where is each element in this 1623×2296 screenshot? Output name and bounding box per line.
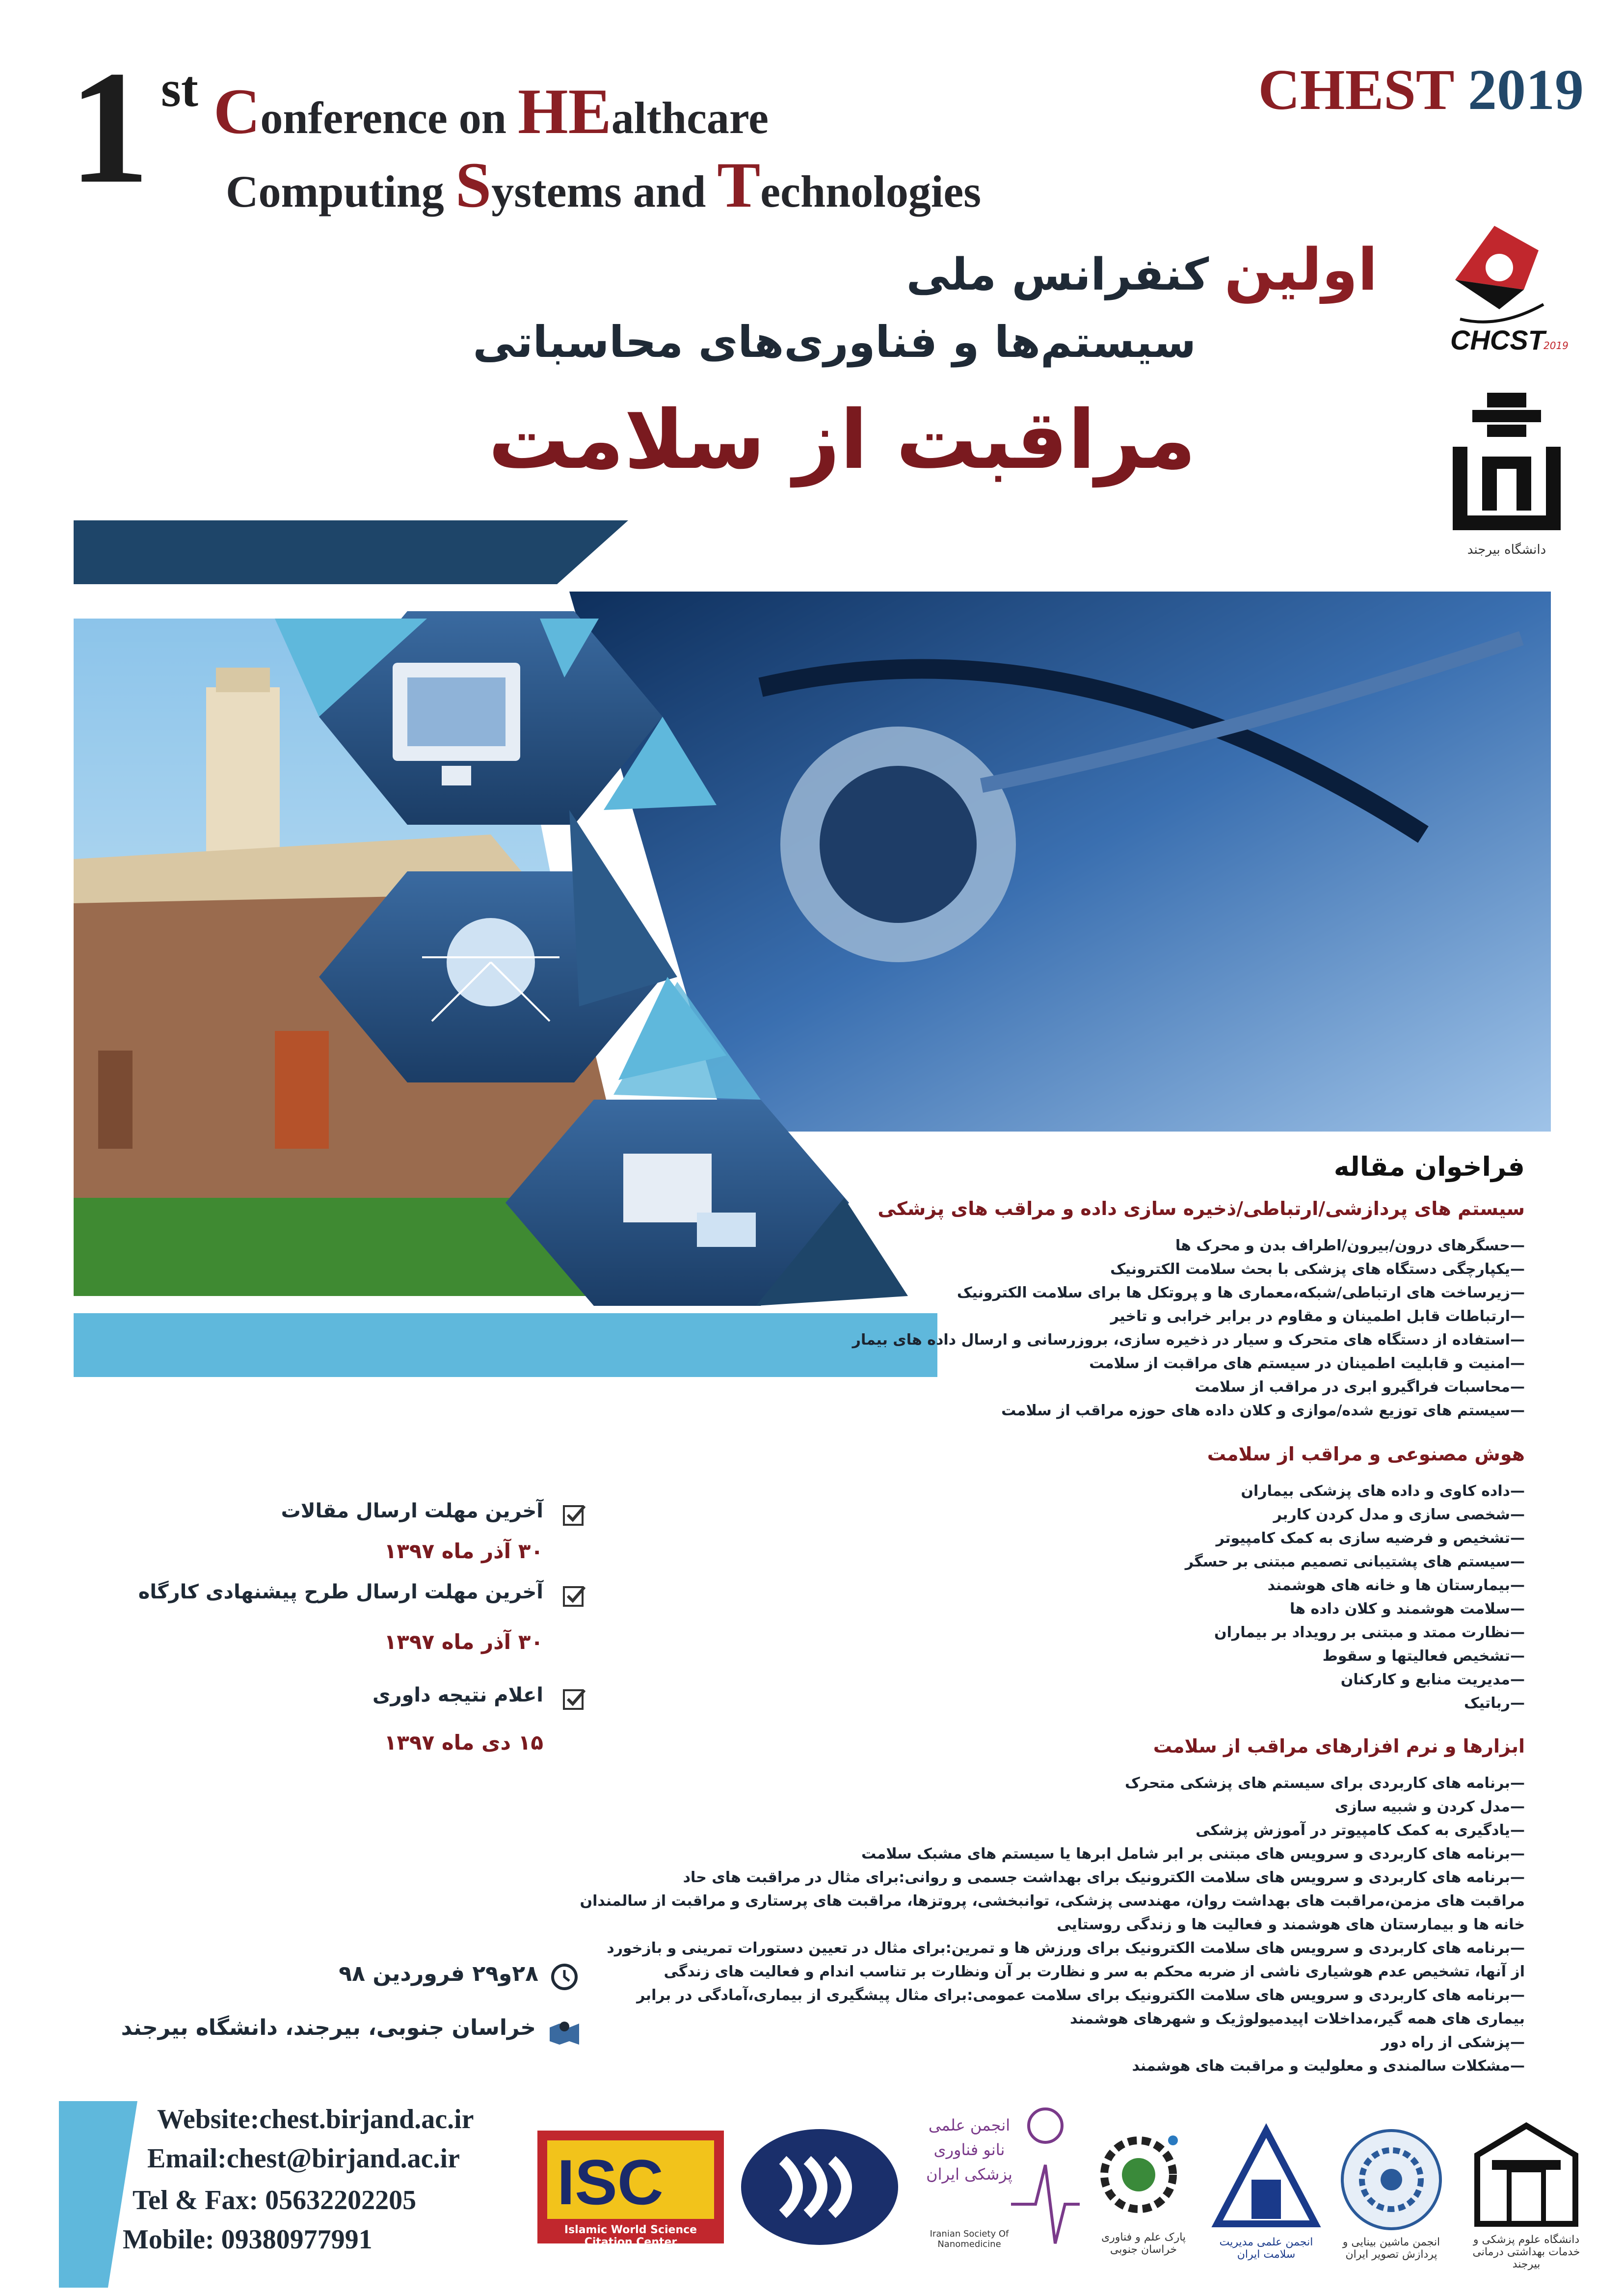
checkbox-icon bbox=[562, 1502, 587, 1528]
list-item: —یکپارچگی دستگاه های پزشکی با بحث سلامت الکترونیک bbox=[1110, 1261, 1525, 1278]
title-letter-he: HE bbox=[517, 75, 612, 147]
persian-title-line3: مراقبت از سلامت bbox=[488, 393, 1196, 487]
section-heading: ابزارها و نرم افزارهای مراقب از سلامت bbox=[1153, 1735, 1525, 1757]
list-item: —برنامه های کاربردی و سرویس های مبتنی بر ابر شامل ابرها یا سیستم های مشبک سلامت bbox=[861, 1845, 1525, 1863]
list-item: —سیستم های پشتیبانی تصمیم مبتنی بر حسگر bbox=[1185, 1553, 1525, 1570]
persian-first-word: اولین bbox=[1224, 236, 1378, 303]
list-item: —مدل کردن و شبیه سازی bbox=[1334, 1798, 1525, 1815]
chest-logo-text: CHCST bbox=[1450, 324, 1545, 355]
event-location: خراسان جنوبی، بیرجند، دانشگاه بیرجند bbox=[121, 2015, 536, 2040]
contact-accent-bar bbox=[59, 2101, 137, 2288]
list-item: —نظارت ممتد و مبتنی بر رویداد بر بیماران bbox=[1214, 1624, 1525, 1641]
list-item: —پزشکی از راه دور bbox=[1381, 2034, 1525, 2051]
nano-english: Iranian Society Of Nanomedicine bbox=[930, 2229, 1009, 2249]
contact-mobile: Mobile: 09380977991 bbox=[123, 2224, 372, 2255]
nano-text-1: انجمن علمی bbox=[928, 2116, 1011, 2134]
list-item: —یادگیری به کمک کامپیوتر در آموزش پزشکی bbox=[1196, 1822, 1525, 1839]
science-park-logo bbox=[1094, 2121, 1193, 2263]
medical-sciences-logo bbox=[1463, 2116, 1590, 2278]
title-text: althcare bbox=[611, 93, 769, 143]
list-item: —برنامه های کاربردی و سرویس های سلامت الکترونیک برای سلامت عمومی:برای مثال پیشگیری از بیماری،آمادگی در برابر bbox=[637, 1987, 1525, 2004]
isc-logo-text: ISC bbox=[557, 2146, 664, 2218]
deadline-date: ۳۰ آذر ماه ۱۳۹۷ bbox=[384, 1630, 543, 1654]
call-for-papers-title: فراخوان مقاله bbox=[1333, 1151, 1525, 1182]
list-item: —زیرساخت های ارتباطی/شبکه،معماری ها و پروتکل ها برای سلامت الکترونیک bbox=[957, 1284, 1525, 1301]
chest-partner-logo bbox=[739, 2126, 901, 2248]
health-management-logo bbox=[1207, 2121, 1325, 2261]
list-item: —ارتباطات قابل اطمینان و مقاوم در برابر خرابی و تاخیر bbox=[1110, 1308, 1525, 1325]
chest-logo-year: 2019 bbox=[1543, 340, 1569, 351]
deadline-label: آخرین مهلت ارسال مقالات bbox=[281, 1500, 543, 1522]
list-item: —امنیت و قابلیت اطمینان در سیستم های مراقبت از سلامت bbox=[1089, 1355, 1525, 1372]
nano-text-2: نانو فناوری bbox=[933, 2140, 1005, 2159]
nano-text-3: پزشکی ایران bbox=[926, 2165, 1012, 2184]
list-item: از آنها، تشخیص عدم هوشیاری ناشی از ضربه محکم به سر و نظارت بر آن ونظارت بر تناسب اندام و فعالیت های زندگی bbox=[664, 1963, 1525, 1980]
machine-vision-logo bbox=[1335, 2126, 1448, 2268]
science-park-caption: پارک علم و فناوری خراسان جنوبی bbox=[1101, 2231, 1186, 2256]
contact-tel: Tel & Fax: 05632202205 bbox=[133, 2185, 417, 2215]
persian-title-line2: سیستم‌ها و فناوری‌های محاسباتی bbox=[473, 317, 1196, 367]
ordinal-number: 1 bbox=[69, 38, 150, 217]
ordinal-superscript: st bbox=[161, 60, 198, 117]
checkbox-icon bbox=[562, 1686, 587, 1712]
deadline-label: آخرین مهلت ارسال طرح پیشنهادی کارگاه bbox=[138, 1581, 543, 1603]
title-text: echnologies bbox=[760, 166, 982, 216]
list-item: —برنامه های کاربردی برای سیستم های پزشکی متحرک bbox=[1124, 1775, 1525, 1792]
chest-year: 2019 bbox=[1468, 57, 1584, 122]
list-item: —استفاده از دستگاه های متحرک و سیار در ذخیره سازی، بروزرسانی و ارسال داده های بیمار bbox=[852, 1331, 1525, 1349]
list-item: مراقبت های مزمن،مراقبت های بهداشت روان، مهندسی پزشکی، توانبخشی، پروتزها، مراقبت های پرستاری و مراقبت از سالمندان bbox=[580, 1892, 1525, 1910]
list-item: —مشکلات سالمندی و معلولیت و مراقبت های هوشمند bbox=[1132, 2057, 1525, 2075]
checkbox-icon bbox=[562, 1583, 587, 1609]
section-heading: هوش مصنوعی و مراقب از سلامت bbox=[1207, 1443, 1525, 1465]
deadline-date: ۱۵ دی ماه ۱۳۹۷ bbox=[384, 1730, 543, 1755]
list-item: خانه ها و بیمارستان های هوشمند و فعالیت ها و زندگی روستایی bbox=[1057, 1916, 1525, 1933]
title-text: Computing bbox=[226, 166, 455, 216]
isc-subtitle: Islamic World Science Citation Center bbox=[564, 2224, 697, 2248]
list-item: —حسگرهای درون/بیرون/اطراف بدن و محرک ها bbox=[1175, 1237, 1525, 1254]
list-item: —تشخیص فعالیتها و سقوط bbox=[1322, 1648, 1525, 1665]
title-letter-t: T bbox=[717, 149, 761, 221]
contact-email: Email:chest@birjand.ac.ir bbox=[147, 2143, 460, 2174]
deadline-date: ۳۰ آذر ماه ۱۳۹۷ bbox=[384, 1539, 543, 1563]
list-item: —مدیریت منابع و کارکنان bbox=[1340, 1671, 1525, 1688]
nanomedicine-logo bbox=[923, 2106, 1080, 2273]
map-icon bbox=[547, 2018, 582, 2047]
vision-caption: انجمن ماشین بینایی و پردازش تصویر ایران bbox=[1342, 2236, 1440, 2261]
medsci-caption: دانشگاه علوم پزشکی و خدمات بهداشتی درمانی بیرجند bbox=[1472, 2234, 1580, 2270]
deadline-label: اعلام نتیجه داوری bbox=[372, 1684, 543, 1706]
list-item: —داده کاوی و داده های پزشکی بیماران bbox=[1241, 1483, 1525, 1500]
event-dates: ۲۸و۲۹ فروردین ۹۸ bbox=[339, 1961, 538, 1986]
birjand-caption: دانشگاه بیرجند bbox=[1467, 542, 1546, 557]
title-text: ystems and bbox=[491, 166, 718, 216]
list-item: —شخصی سازی و مدل کردن کاربر bbox=[1273, 1506, 1525, 1523]
persian-title-rest: کنفرانس ملی bbox=[906, 249, 1209, 300]
isc-logo bbox=[537, 2131, 724, 2248]
list-item: —سلامت هوشمند و کلان داده ها bbox=[1290, 1600, 1525, 1618]
clock-icon bbox=[550, 1961, 579, 1991]
title-text: onference on bbox=[260, 93, 518, 143]
list-item: —رباتیک bbox=[1463, 1695, 1525, 1712]
health-caption: انجمن علمی مدیریت سلامت ایران bbox=[1219, 2236, 1313, 2261]
title-letter-s: S bbox=[455, 149, 492, 221]
list-item: —محاسبات فراگیرو ابری در مراقب از سلامت bbox=[1195, 1378, 1525, 1396]
list-item: —بیمارستان ها و خانه های هوشمند bbox=[1267, 1577, 1525, 1594]
chest-label: CHEST bbox=[1258, 57, 1454, 122]
list-item: —برنامه های کاربردی و سرویس های سلامت الکترونیک برای ورزش ها و تمرین:برای مثال در تعیین دستورات تمرینی و بازخورد bbox=[607, 1940, 1525, 1957]
section-heading: سیستم های پردازشی/ارتباطی/ذخیره سازی داده و مراقب های پزشکی bbox=[878, 1198, 1525, 1219]
list-item: —تشخیص و فرضیه سازی به کمک کامپیوتر bbox=[1216, 1530, 1525, 1547]
title-letter-c: C bbox=[213, 75, 261, 147]
list-item: بیماری های همه گیر،مداخلات اپیدمیولوژیک و شهرهای هوشمند bbox=[1070, 2010, 1525, 2027]
list-item: —برنامه های کاربردی و سرویس های سلامت الکترونیک برای بهداشت جسمی و روانی:برای مثال در مراقبت های حاد bbox=[683, 1869, 1525, 1886]
list-item: —سیستم های توزیع شده/موازی و کلان داده های حوزه مراقب از سلامت bbox=[1001, 1402, 1525, 1419]
contact-website: Website:chest.birjand.ac.ir bbox=[157, 2104, 474, 2134]
